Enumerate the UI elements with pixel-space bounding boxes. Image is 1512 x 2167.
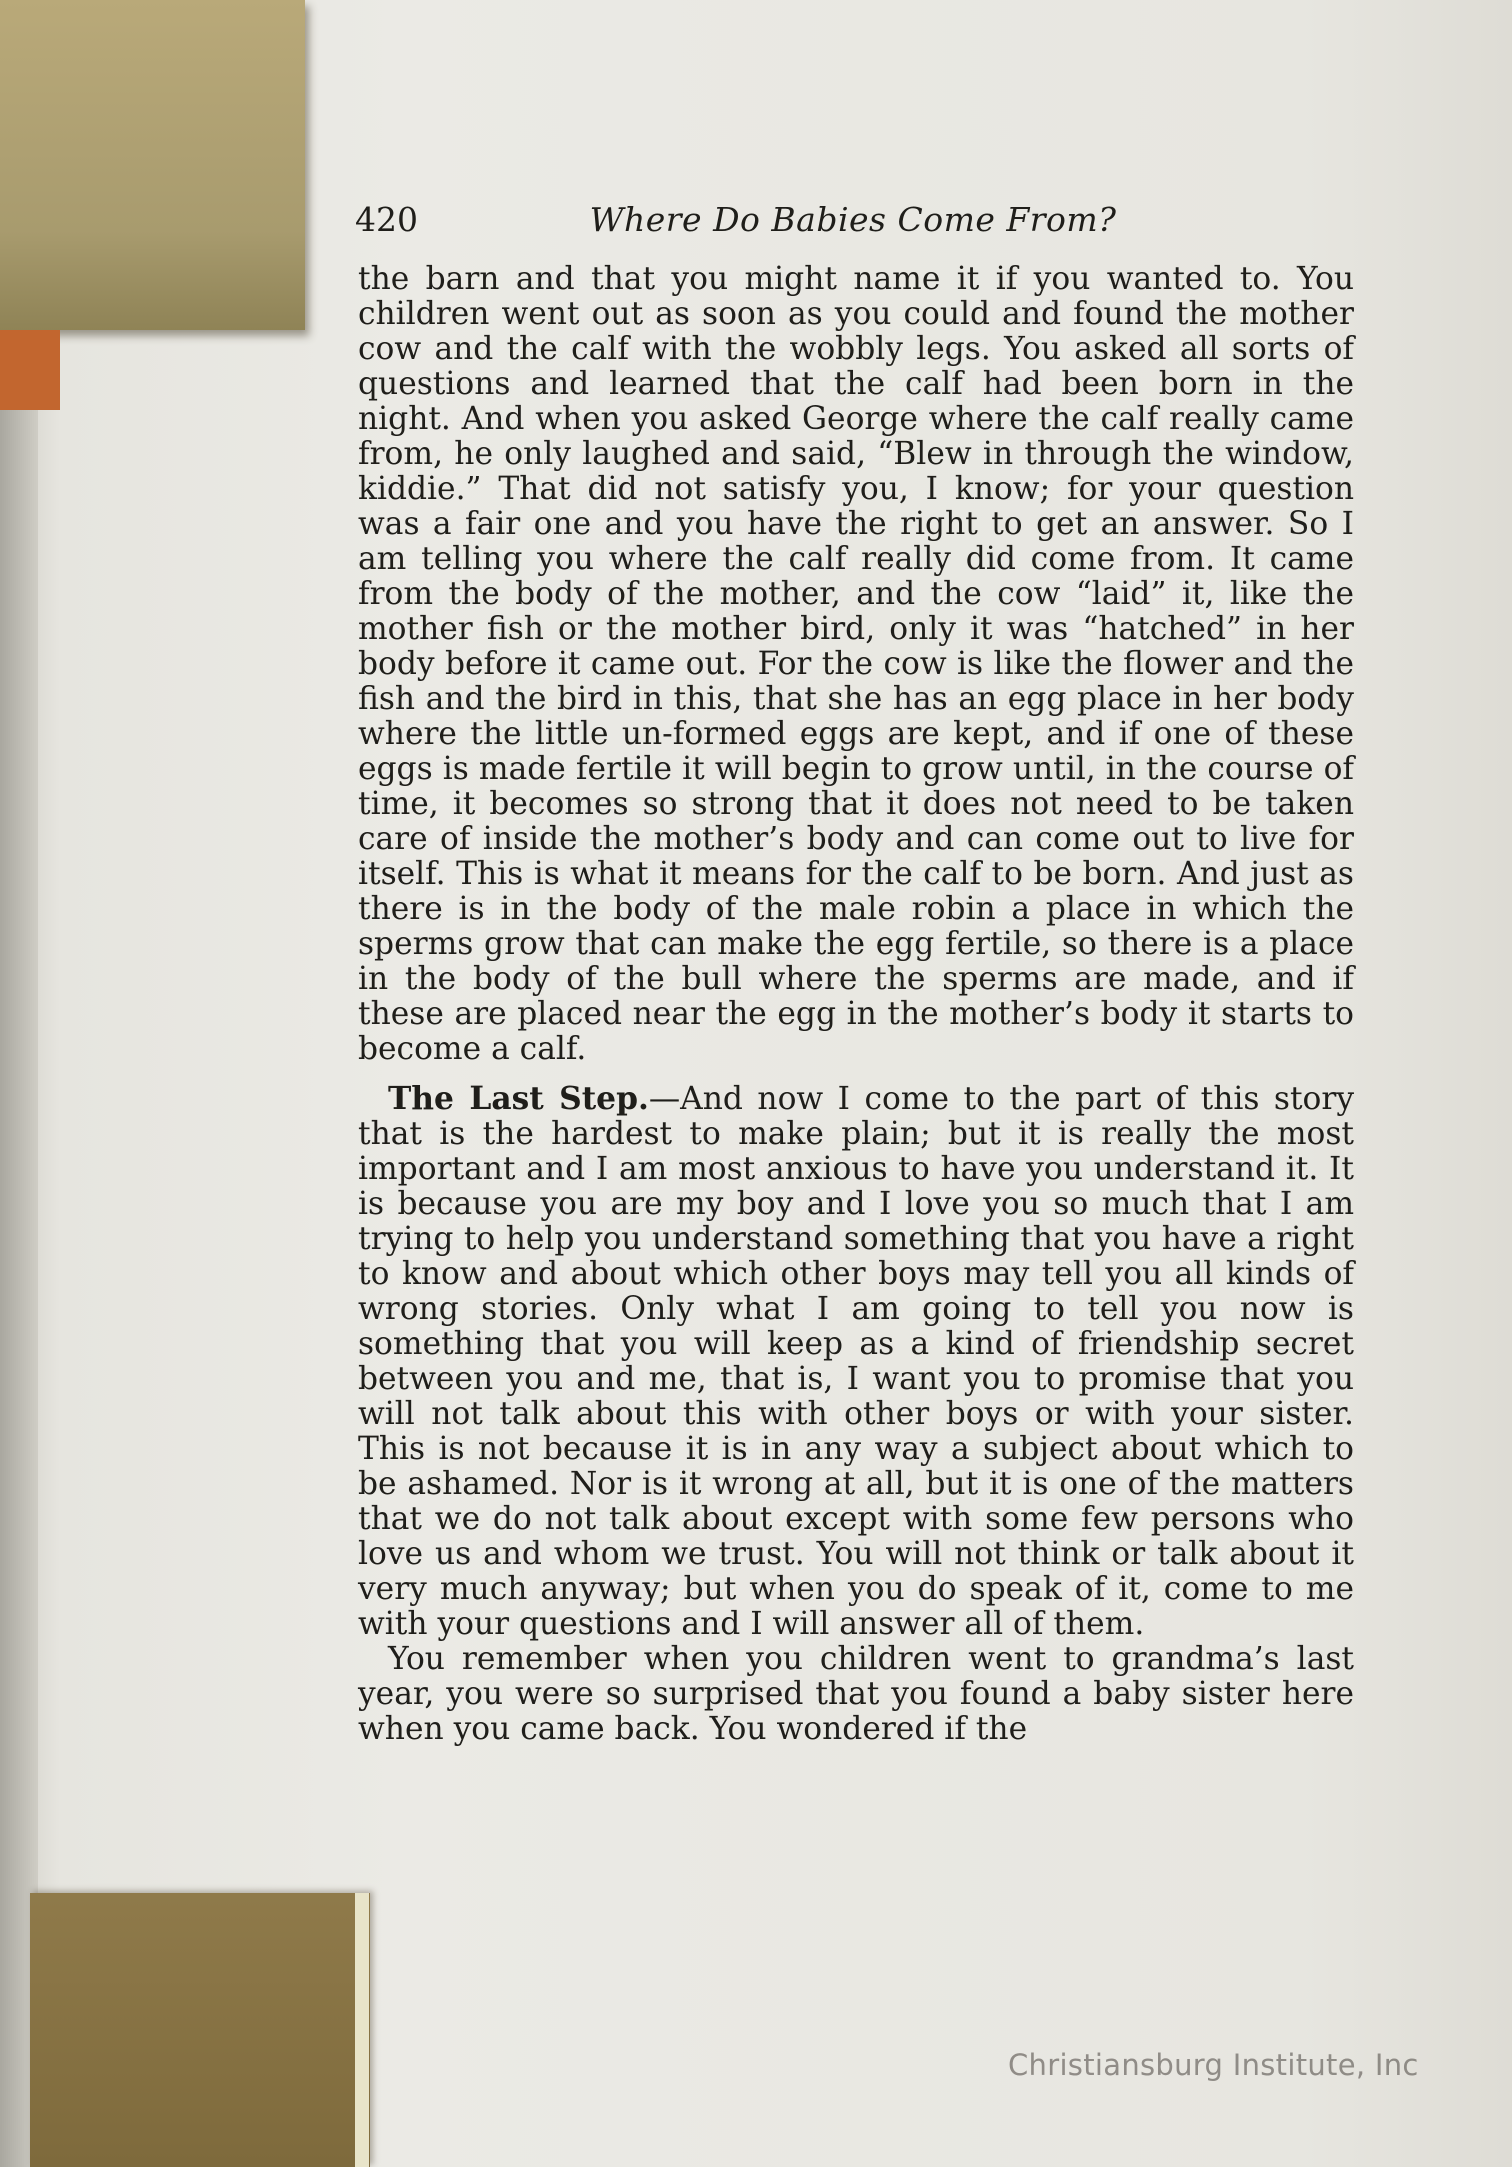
- bottom-paper-tab: [30, 1893, 370, 2167]
- paragraph-2: [358, 1082, 1354, 1642]
- bottom-tab-edge: [355, 1893, 369, 2167]
- body-text: [358, 262, 1354, 1747]
- watermark: Christiansburg Institute, Inc: [1008, 2048, 1419, 2082]
- paragraph-2-text: —And now I come to the part of this story that is the hardest to make plain; but it is really the most important and I am most anxious to have you understand it. It is because you are my boy and I love you so much that I am trying to help you understand something that you have a right to know and about which other boys may tell you all kinds of wrong stories. Only what I am going to tell you now is something that you will keep as a kind of friendship secret between you and me, that is, I want you to promise that you will not talk about this with other boys or with your sister. This is not because it is in any way a subject about which to be ashamed. Nor is it wrong at all, but it is one of the matters that we do not talk about except with some few persons who love us and whom we trust. You will not think or talk about it very much anyway; but when you do speak of it, come to me with your questions and I will answer all of them.: [358, 1081, 1355, 1642]
- running-title: Where Do Babies Come From?: [589, 200, 1117, 239]
- page-header: [355, 200, 1351, 250]
- top-paper-tab: [0, 0, 305, 330]
- top-tab-edge: [0, 330, 60, 410]
- paragraph-3: You remember when you children went to grandma’s last year, you were so surprised that you found a baby sister here when you came back. You wondered if the: [358, 1641, 1354, 1747]
- section-heading: The Last Step.: [388, 1081, 649, 1117]
- page-number: 420: [355, 200, 418, 239]
- paragraph-1: the barn and that you might name it if you wanted to. You children went out as soon as you could and found the mother cow and the calf with the wobbly legs. You asked all sorts of questions and learned that the calf had been born in the night. And when you asked George where the calf really came from, he only laughed and said, “Blew in through the window, kiddie.” That did not satisfy you, I know; for your question was a fair one and you have the right to get an answer. So I am telling you where the calf really did come from. It came from the body of the mother, and the cow “laid” it, like the mother fish or the mother bird, only it was “hatched” in her body before it came out. For the cow is like the flower and the fish and the bird in this, that she has an egg place in her body where the little un-formed eggs are kept, and if one of these eggs is made fertile it will begin to grow until, in the course of time, it becomes so strong that it does not need to be taken care of inside the mother’s body and can come out to live for itself. This is what it means for the calf to be born. And just as there is in the body of the male robin a place in which the sperms grow that can make the egg fertile, so there is a place in the body of the bull where the sperms are made, and if these are placed near the egg in the mother’s body it starts to become a calf.: [358, 261, 1354, 1067]
